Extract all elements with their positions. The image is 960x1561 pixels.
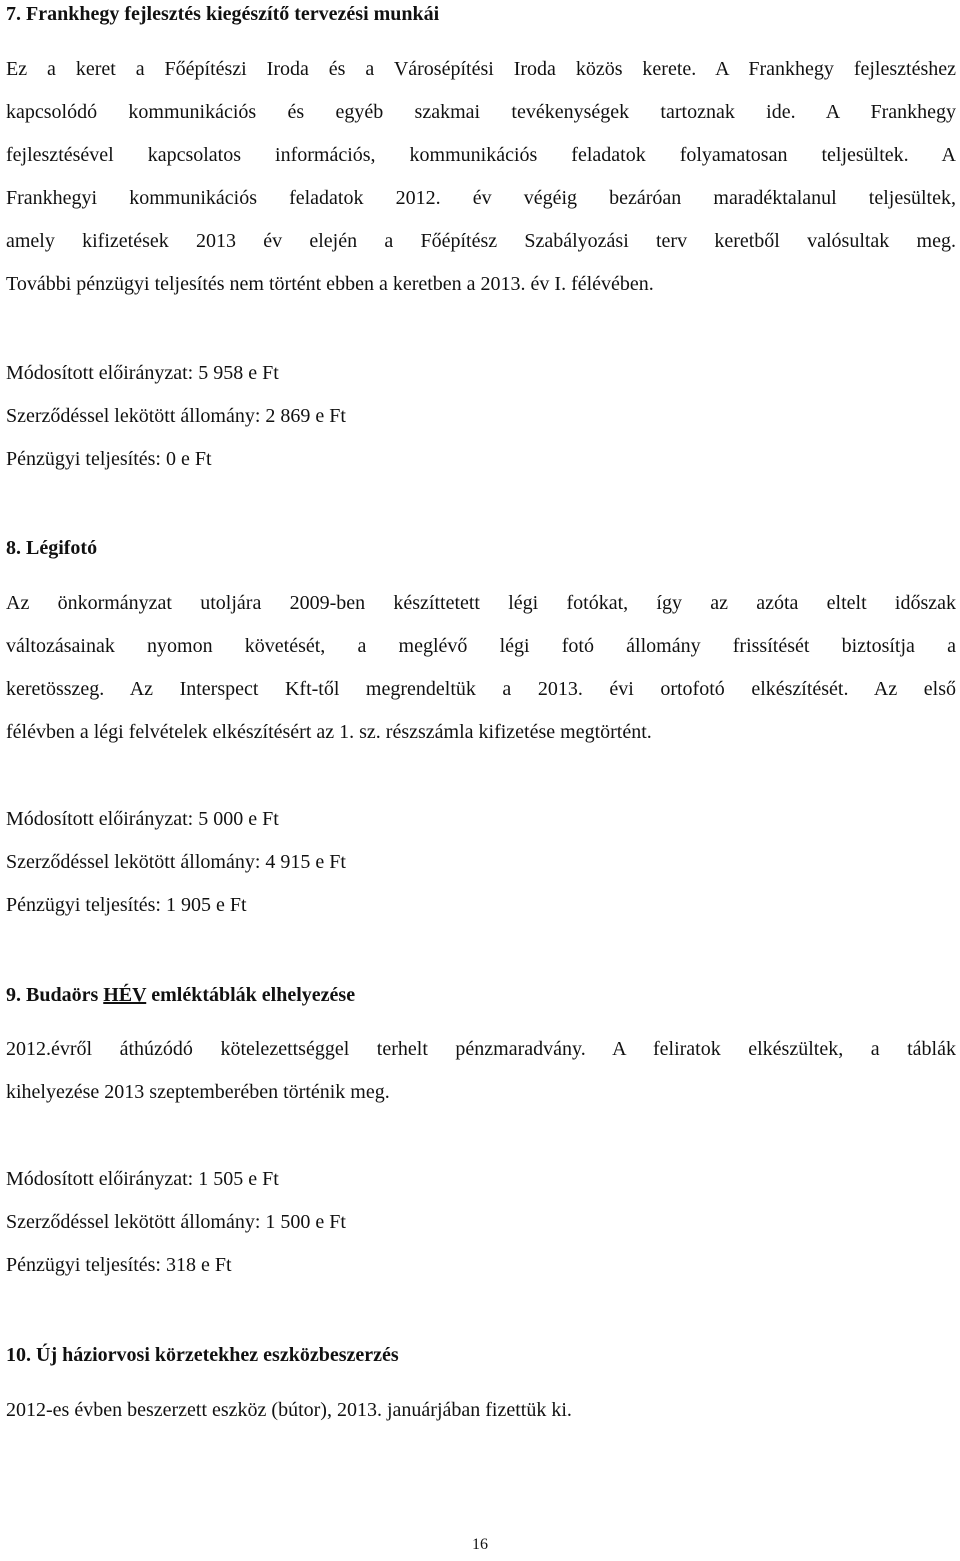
section-7-paragraph (6, 48, 956, 306)
section-9-heading (6, 982, 355, 1008)
text-line: További pénzügyi teljesítés nem történt ebben a keretben a 2013. év I. félévében. (6, 273, 654, 295)
contracted-amount: Szerződéssel lekötött állomány: 1 500 e Ft (6, 1211, 346, 1233)
text-line: Frankhegyi kommunikációs feladatok 2012. év végéig bezáróan maradéktalanul teljesültek, (6, 187, 956, 209)
modified-appropriation: Módosított előirányzat: 5 958 e Ft (6, 362, 279, 384)
modified-appropriation: Módosított előirányzat: 5 000 e Ft (6, 808, 279, 830)
modified-appropriation: Módosított előirányzat: 1 505 e Ft (6, 1168, 279, 1190)
page-number: 16 (472, 1536, 488, 1553)
contracted-amount: Szerződéssel lekötött állomány: 2 869 e Ft (6, 405, 346, 427)
heading-underlined-text: HÉV (103, 984, 147, 1006)
section-8-paragraph (6, 582, 956, 754)
text-line: 2012.évről áthúzódó kötelezettséggel terhelt pénzmaradvány. A feliratok elkészültek, a táblák (6, 1038, 956, 1060)
section-8-finance (6, 798, 346, 927)
text-line: Az önkormányzat utoljára 2009-ben készíttetett légi fotókat, így az azóta eltelt időszak (6, 592, 956, 614)
contracted-amount: Szerződéssel lekötött állomány: 4 915 e Ft (6, 851, 346, 873)
section-9-finance (6, 1158, 346, 1287)
text-line: Ez a keret a Főépítészi Iroda és a Városépítési Iroda közös kerete. A Frankhegy fejlesztéshez (6, 58, 956, 80)
section-8-heading: 8. Légifotó (6, 537, 98, 559)
text-line: változásainak nyomon követését, a meglévő légi fotó állomány frissítését biztosítja a (6, 635, 956, 657)
financial-fulfilment: Pénzügyi teljesítés: 0 e Ft (6, 448, 212, 470)
text-line: kapcsolódó kommunikációs és egyéb szakmai tevékenységek tartoznak ide. A Frankhegy (6, 101, 956, 123)
section-7-finance (6, 352, 346, 481)
text-line: félévben a légi felvételek elkészítésért az 1. sz. részszámla kifizetése megtörtént. (6, 721, 652, 743)
heading-text: emléktáblák elhelyezése (146, 984, 356, 1006)
text-line: kihelyezése 2013 szeptemberében történik meg. (6, 1081, 390, 1103)
heading-text: 9. Budaörs (6, 984, 104, 1006)
text-line: keretösszeg. Az Interspect Kft-től megrendeltük a 2013. évi ortofotó elkészítését. Az első (6, 678, 956, 700)
section-7-heading: 7. Frankhegy fejlesztés kiegészítő tervezési munkái (6, 3, 440, 25)
section-9-paragraph (6, 1028, 956, 1114)
financial-fulfilment: Pénzügyi teljesítés: 1 905 e Ft (6, 894, 247, 916)
section-10-heading: 10. Új háziorvosi körzetekhez eszközbeszerzés (6, 1344, 399, 1366)
section-10-paragraph (6, 1389, 956, 1432)
text-line: amely kifizetések 2013 év elején a Főépítész Szabályozási terv keretből valósultak meg. (6, 230, 956, 252)
text-line: 2012-es évben beszerzett eszköz (bútor), 2013. januárjában fizettük ki. (6, 1399, 572, 1421)
financial-fulfilment: Pénzügyi teljesítés: 318 e Ft (6, 1254, 232, 1276)
text-line: fejlesztésével kapcsolatos információs, kommunikációs feladatok folyamatosan teljesültek. A (6, 144, 956, 166)
